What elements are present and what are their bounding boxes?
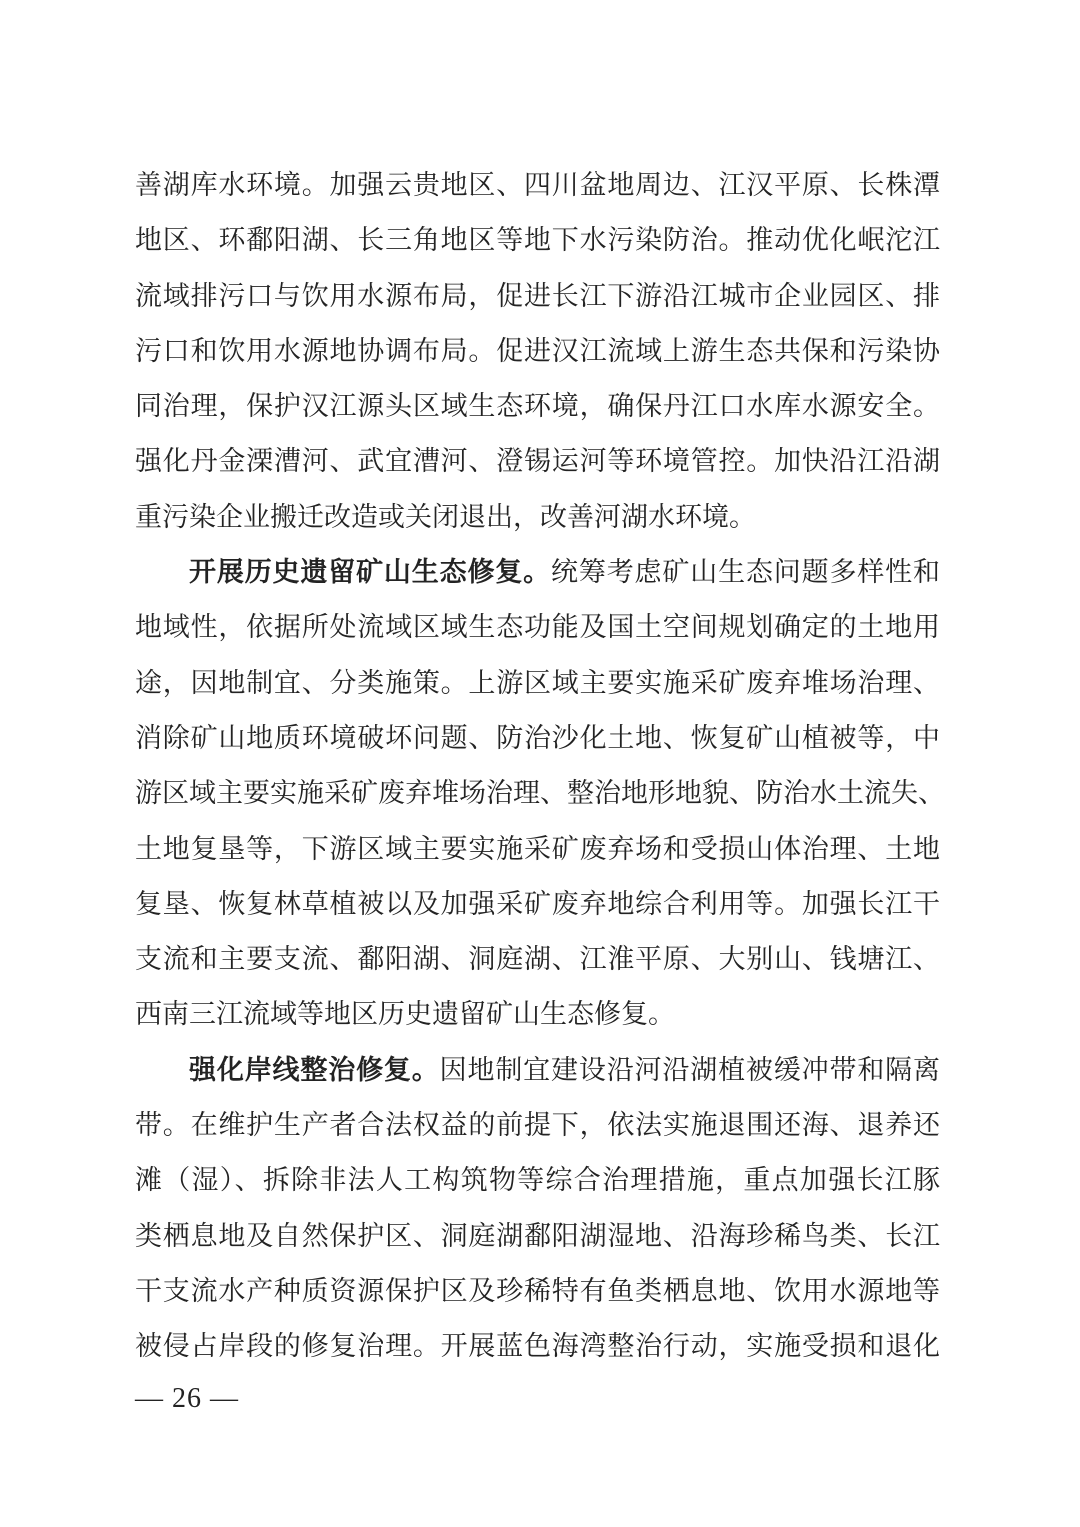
text-line: 干支流水产种质资源保护区及珍稀特有鱼类栖息地、饮用水源地等 <box>135 1275 940 1306</box>
text-line: 游区域主要实施采矿废弃堆场治理、整治地形地貌、防治水土流失、 <box>135 778 945 809</box>
text-line: 强化岸线整治修复。因地制宜建设沿河沿湖植被缓冲带和隔离 <box>189 1054 941 1085</box>
text-line: 地区、环鄱阳湖、长三角地区等地下水污染防治。推动优化岷沱江 <box>135 225 940 256</box>
text-line: 同治理，保护汉江源头区域生态环境，确保丹江口水库水源安全。 <box>135 391 940 422</box>
text-line: 滩（湿）、拆除非法人工构筑物等综合治理措施，重点加强长江豚 <box>135 1165 940 1196</box>
text-line: 西南三江流域等地区历史遗留矿山生态修复。 <box>135 999 675 1030</box>
text-line: 流域排污口与饮用水源布局，促进长江下游沿江城市企业园区、排 <box>135 280 940 311</box>
paragraph-lead-bold: 强化岸线整治修复。 <box>189 1054 440 1085</box>
paragraph-lead-bold: 开展历史遗留矿山生态修复。 <box>189 557 551 588</box>
text-line: 途，因地制宜、分类施策。上游区域主要实施采矿废弃堆场治理、 <box>135 667 940 698</box>
text-line: 善湖库水环境。加强云贵地区、四川盆地周边、江汉平原、长株潭 <box>135 170 940 200</box>
text-line: 土地复垦等，下游区域主要实施采矿废弃场和受损山体治理、土地 <box>135 833 940 864</box>
text-line: 被侵占岸段的修复治理。开展蓝色海湾整治行动，实施受损和退化 <box>135 1331 940 1362</box>
text-line: 消除矿山地质环境破坏问题、防治沙化土地、恢复矿山植被等，中 <box>135 722 940 753</box>
text-line: 开展历史遗留矿山生态修复。统筹考虑矿山生态问题多样性和 <box>189 557 940 588</box>
text-line: 支流和主要支流、鄱阳湖、洞庭湖、江淮平原、大别山、钱塘江、 <box>135 944 940 975</box>
text-line: 带。在维护生产者合法权益的前提下，依法实施退围还海、退养还 <box>135 1110 940 1141</box>
text-line: 重污染企业搬迁改造或关闭退出，改善河湖水环境。 <box>135 501 756 532</box>
document-body <box>135 158 945 1375</box>
text-line: 类栖息地及自然保护区、洞庭湖鄱阳湖湿地、沿海珍稀鸟类、长江 <box>135 1220 940 1251</box>
text-line: 强化丹金溧漕河、武宜漕河、澄锡运河等环境管控。加快沿江沿湖 <box>135 446 940 477</box>
page-number: — 26 — <box>135 1382 239 1414</box>
text-line: 地域性，依据所处流域区域生态功能及国土空间规划确定的土地用 <box>135 612 940 643</box>
text-line: 复垦、恢复林草植被以及加强采矿废弃地综合利用等。加强长江干 <box>135 888 940 919</box>
text-line: 污口和饮用水源地协调布局。促进汉江流域上游生态共保和污染协 <box>135 335 940 366</box>
